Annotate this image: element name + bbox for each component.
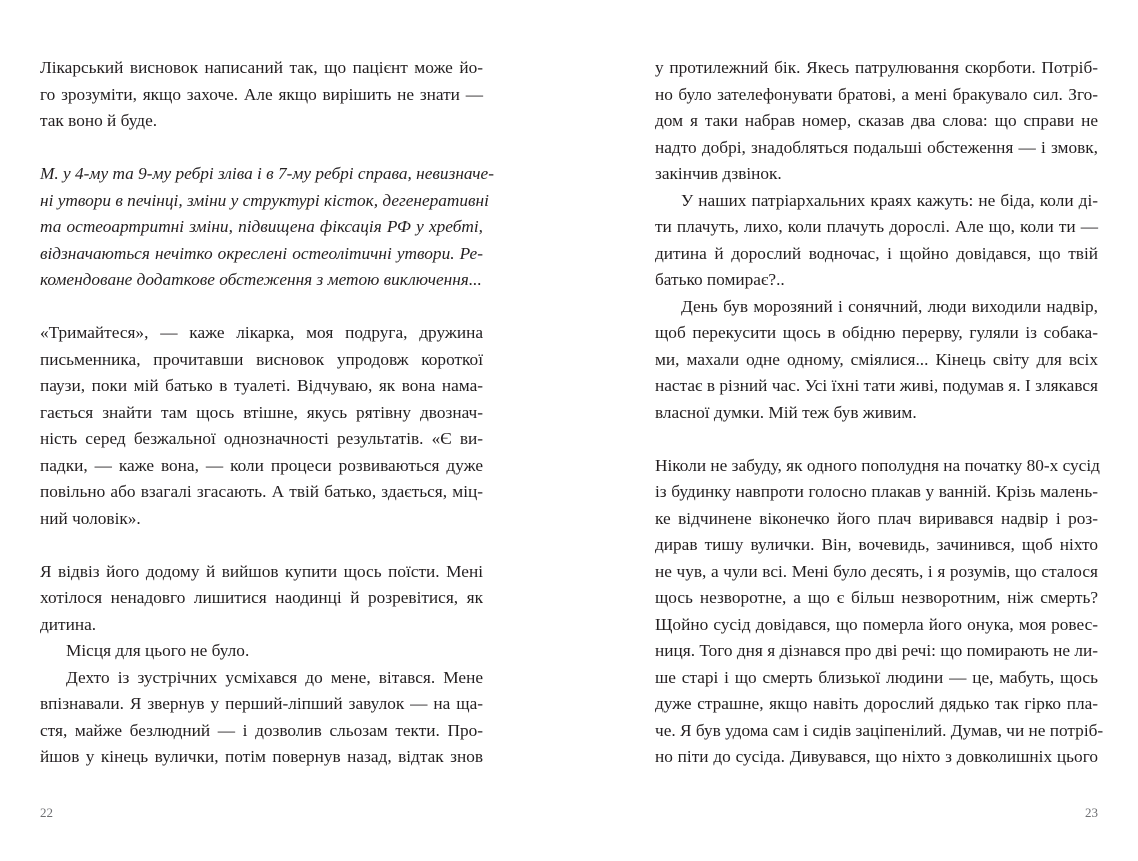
text-line: впізнавали. Я звернув у перший-ліпший завулок — на ща- bbox=[40, 694, 483, 713]
text-line: йшов у кінець вулички, потім повернув назад, відтак знов bbox=[40, 747, 483, 766]
text-line: щоб перекусити щось в обідню перерву, гуляли із собака- bbox=[655, 323, 1098, 342]
paragraph bbox=[655, 453, 1104, 771]
text-line: Місця для цього не було. bbox=[66, 641, 250, 660]
text-line: День був морозяний і сонячний, люди виходили надвір, bbox=[681, 296, 1098, 316]
paragraph bbox=[655, 55, 1098, 188]
text-line: паузи, поки мій батько в туалеті. Відчуваю, як вона нама- bbox=[40, 376, 483, 395]
paragraph-spacer bbox=[40, 135, 483, 162]
paragraph bbox=[655, 188, 1098, 294]
text-line: надто добрі, знадобляться подальші обстеження — і змовк, bbox=[655, 137, 1098, 157]
text-line: не чув, а чули всі. Мені було десять, і я розумів, що сталося bbox=[655, 561, 1098, 581]
text-line: у протилежний бік. Якесь патрулювання скорботи. Потріб- bbox=[655, 58, 1098, 77]
text-line: дитина. bbox=[40, 614, 97, 634]
text-line: ниця. Того дня я дізнався про дві речі: що помирають не ли- bbox=[655, 641, 1098, 660]
right-page-text bbox=[655, 55, 1104, 771]
text-line: гається знайти там щось втішне, якусь рятівну двознач- bbox=[40, 402, 483, 422]
page-number: 23 bbox=[1085, 805, 1098, 820]
right-page bbox=[569, 0, 1138, 861]
paragraph-spacer bbox=[40, 294, 483, 321]
text-line: Дехто із зустрічних усміхався до мене, вітався. Мене bbox=[66, 667, 483, 687]
text-line: Я відвіз його додому й вийшов купити щось поїсти. Мені bbox=[40, 561, 483, 581]
text-line: Ніколи не забуду, як одного пополудня на початку 80-х сусід bbox=[655, 455, 1100, 475]
text-line: че. Я був удома сам і сидів заціпенілий. Думав, чи не потріб- bbox=[655, 720, 1104, 740]
paragraph bbox=[40, 320, 483, 532]
text-line: комендоване додаткове обстеження з метою виключення... bbox=[40, 270, 482, 289]
text-line: так воно й буде. bbox=[40, 111, 158, 130]
text-line: ти плачуть, лихо, коли плачуть дорослі. Але що, коли ти — bbox=[655, 217, 1098, 236]
paragraph-spacer bbox=[40, 532, 483, 559]
text-line: ше старі і що смерть близької людини — це, мабуть, щось bbox=[655, 667, 1098, 687]
medical-report-quote bbox=[40, 161, 494, 294]
text-line: ність серед безжальної однозначності результатів. «Є ви- bbox=[40, 429, 483, 448]
text-line: но піти до сусіда. Дивувався, що ніхто з довколишніх цього bbox=[655, 747, 1098, 766]
text-line: дуже страшне, якщо навіть дорослий дядько так гірко пла- bbox=[655, 694, 1098, 713]
text-line: ні утвори в печінці, зміни у структурі кісток, дегенеративні bbox=[40, 190, 489, 210]
text-line: відзначаються нечітко окреслені остеолітичні утвори. Ре- bbox=[40, 243, 483, 263]
text-line: но було зателефонувати братові, а мені бракувало сил. Зго- bbox=[655, 84, 1098, 104]
page-number: 22 bbox=[40, 805, 53, 820]
text-line: Щойно сусід довідався, що померла його онука, моя ровес- bbox=[655, 614, 1098, 634]
text-line: У наших патріархальних краях кажуть: не біда, коли ді- bbox=[681, 190, 1098, 210]
text-line: батько помирає?.. bbox=[655, 270, 785, 289]
paragraph bbox=[655, 294, 1098, 427]
text-line: дирав тишу вулички. Він, вочевидь, зачинився, щоб ніхто bbox=[655, 535, 1098, 554]
text-line: повільно або взагалі згасають. А твій батько, здається, міц- bbox=[40, 482, 483, 501]
text-line: «Тримайтеся», — каже лікарка, моя подруга, дружина bbox=[40, 323, 483, 342]
text-line: хотілося ненадовго лишитися наодинці й розревітися, як bbox=[40, 588, 483, 607]
text-line: ми, махали одне одному, сміялися... Кінець світу для всіх bbox=[655, 349, 1098, 369]
text-line: та остеоартритні зміни, підвищена фіксація РФ у хребті, bbox=[40, 217, 483, 236]
paragraph bbox=[40, 638, 483, 665]
paragraph bbox=[40, 665, 483, 771]
text-line: щось незворотне, а що є більш незворотним, ніж смерть? bbox=[655, 588, 1098, 607]
paragraph-spacer bbox=[655, 426, 1098, 453]
text-line: ке відчинене віконечко його плач виривався надвір і роз- bbox=[655, 508, 1098, 528]
text-line: із будинку навпроти голосно плакав у ванній. Крізь малень- bbox=[655, 482, 1098, 501]
text-line: го зрозуміти, якщо захоче. Але якщо вирішить не знати — bbox=[40, 84, 483, 104]
text-line: письменника, прочитавши висновок упродовж короткої bbox=[40, 349, 483, 369]
text-line: власної думки. Мій теж був живим. bbox=[655, 402, 917, 422]
text-line: Лікарський висновок написаний так, що пацієнт може йо- bbox=[40, 58, 483, 77]
text-line: дом я таки набрав номер, сказав два слова: що справи не bbox=[655, 111, 1098, 130]
text-line: закінчив дзвінок. bbox=[655, 164, 782, 183]
text-line: дитина й дорослий водночас, і щойно довідався, що твій bbox=[655, 243, 1098, 263]
text-line: М. у 4-му та 9-му ребрі зліва і в 7-му ребрі справа, невизначе- bbox=[40, 164, 494, 183]
text-line: ний чоловік». bbox=[40, 508, 141, 528]
text-line: падки, — каже вона, — коли процеси розвиваються дуже bbox=[40, 455, 483, 475]
left-page-text bbox=[40, 55, 494, 771]
paragraph bbox=[40, 55, 483, 135]
text-line: настає в різний час. Усі їхні тати живі, подумав я. І злякався bbox=[655, 376, 1098, 395]
paragraph bbox=[40, 559, 483, 639]
text-line: стя, майже безлюдний — і дозволив сльозам текти. Про- bbox=[40, 720, 483, 740]
